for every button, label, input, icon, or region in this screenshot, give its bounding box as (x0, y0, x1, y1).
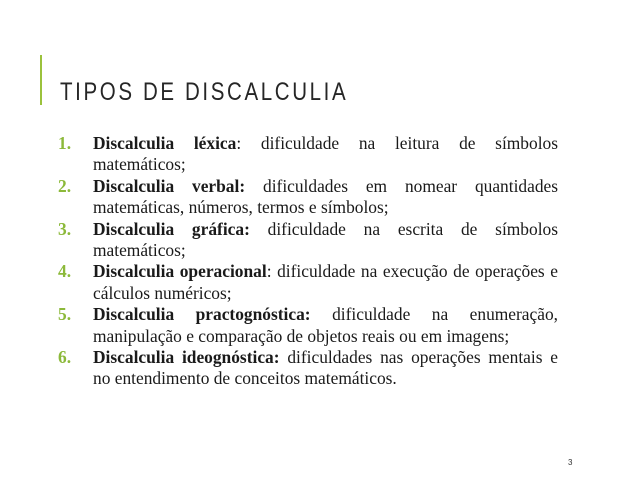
list-item-description: dificuldade na execução de operações e cálculos numéricos; (93, 261, 558, 303)
list-item (58, 304, 558, 347)
list-item (58, 261, 558, 304)
list-item-number: 6. (58, 347, 72, 368)
list-item (58, 176, 558, 219)
list-item (58, 219, 558, 262)
list-item-separator: : (266, 261, 272, 282)
list-item (58, 133, 558, 176)
list-item-term: Discalculia operacional (93, 261, 267, 282)
list-item-term: Discalculia ideognóstica: (93, 347, 280, 368)
list-item-description: dificuldade na enumeração, manipulação e comparação de objetos reais ou em imagens; (93, 304, 559, 346)
list-item-number: 3. (58, 218, 72, 239)
page-number: 3 (568, 458, 573, 467)
list-item-term: Discalculia practognóstica: (93, 304, 311, 325)
list-item-description: dificuldade na escrita de símbolos matemáticos; (93, 218, 558, 261)
list-item (58, 347, 558, 390)
title-accent-bar (40, 55, 42, 105)
discalculia-types-list (58, 133, 558, 390)
list-item-number: 1. (58, 133, 72, 153)
list-item-description: dificuldade na leitura de símbolos matemáticos; (93, 133, 558, 175)
list-item-term: Discalculia léxica (93, 133, 237, 153)
list-item-separator: : (236, 133, 242, 153)
slide-title: TIPOS DE DISCALCULIA (60, 78, 349, 106)
list-item-description: dificuldades em nomear quantidades matemáticas, números, termos e símbolos; (93, 175, 559, 218)
list-item-number: 5. (58, 304, 72, 325)
list-item-term: Discalculia verbal: (93, 175, 246, 196)
list-item-description: dificuldades nas operações mentais e no entendimento de conceitos matemáticos. (93, 347, 558, 389)
list-item-number: 2. (58, 175, 72, 196)
list-item-term: Discalculia gráfica: (93, 218, 250, 239)
list-item-number: 4. (58, 261, 72, 282)
